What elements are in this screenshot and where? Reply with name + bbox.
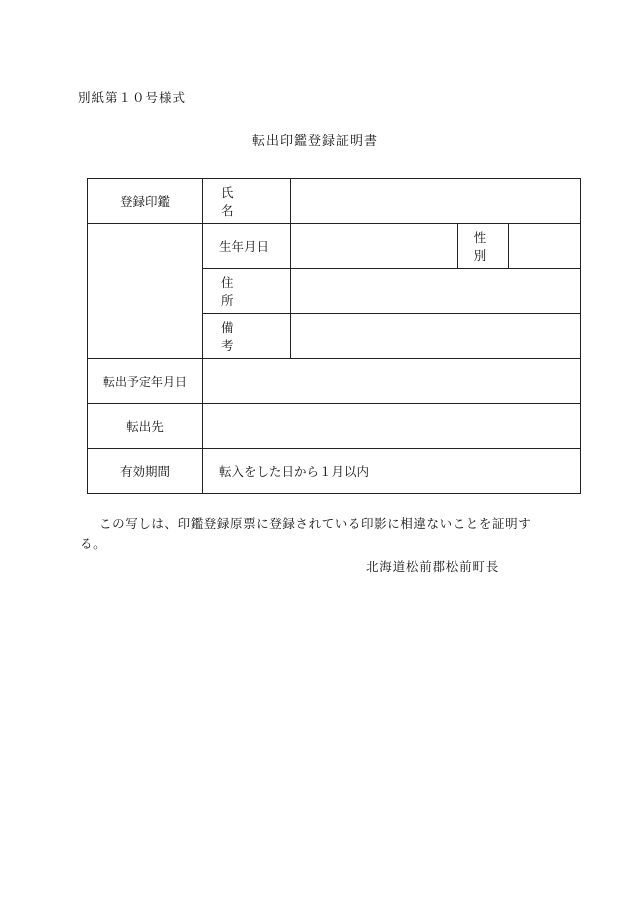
table-row-name <box>88 179 581 224</box>
validity-value: 転入をした日から１月以内 <box>203 449 581 494</box>
table-row-moveout-date <box>88 359 581 404</box>
validity-label: 有効期間 <box>88 449 203 494</box>
moveout-date-value-cell <box>203 359 581 404</box>
issuer: 北海道松前郡松前町長 <box>366 559 500 574</box>
sex-value-cell <box>509 224 581 269</box>
name-value-cell <box>291 179 581 224</box>
birth-value-cell <box>291 224 458 269</box>
table-row-destination <box>88 404 581 449</box>
remarks-value-cell <box>291 314 581 359</box>
certification-statement: この写しは、印鑑登録原票に登録されている印影に相違ないことを証明す <box>99 516 532 531</box>
name-label: 氏 名 <box>203 179 291 224</box>
seal-label: 登録印鑑 <box>88 179 203 224</box>
form-number: 別紙第１０号様式 <box>78 90 187 105</box>
birth-label: 生年月日 <box>203 224 291 269</box>
seal-impression-cell <box>88 224 203 359</box>
table-row-validity <box>88 449 581 494</box>
moveout-date-label: 転出予定年月日 <box>88 359 203 404</box>
address-value-cell <box>291 269 581 314</box>
certificate-table <box>87 178 581 494</box>
destination-label: 転出先 <box>88 404 203 449</box>
remarks-label: 備 考 <box>203 314 291 359</box>
table-row-birth <box>88 224 581 269</box>
destination-value-cell <box>203 404 581 449</box>
sex-label: 性 別 <box>458 224 509 269</box>
address-label: 住 所 <box>203 269 291 314</box>
certification-statement-end: る。 <box>80 536 107 551</box>
document-title: 転出印鑑登録証明書 <box>251 134 378 149</box>
